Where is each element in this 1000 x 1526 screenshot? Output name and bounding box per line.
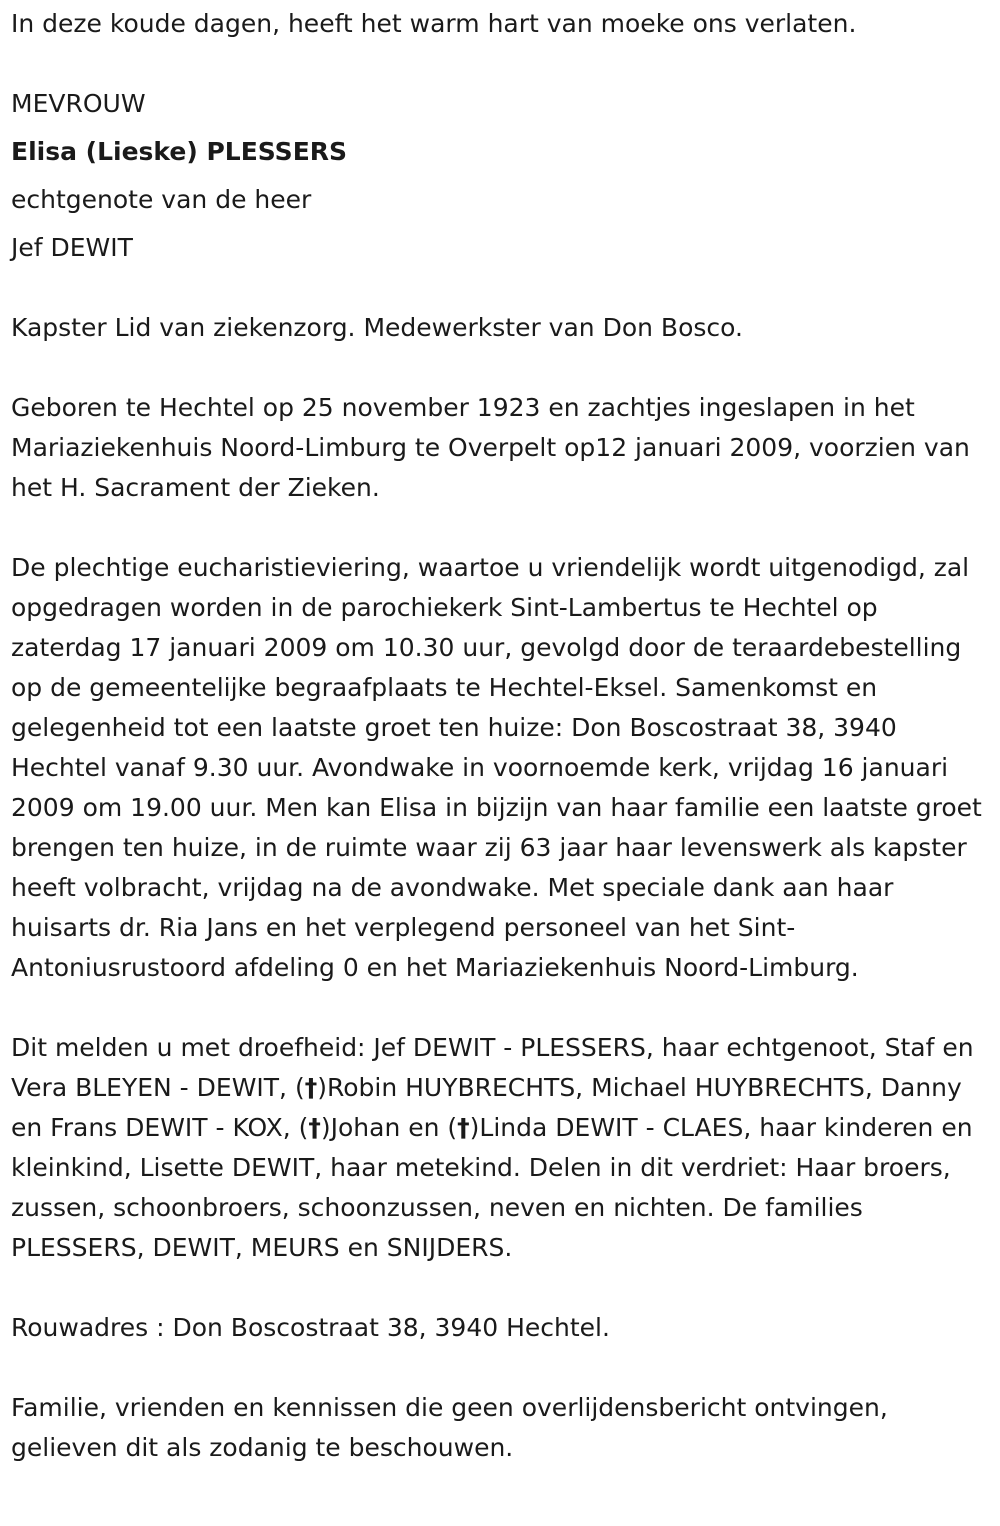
closing-paragraph: Familie, vrienden en kennissen die geen overlijdensbericht ontvingen, gelieven dit als zodanig te beschouwen. [11,1393,888,1462]
family-text-2: )Robin HUYBRECHTS, Michael HUYBRECHTS, Danny en Frans DEWIT - KOX, ( [11,1073,962,1142]
birth-death-paragraph: Geboren te Hechtel op 25 november 1923 en zachtjes ingeslapen in het Mariaziekenhuis Noord-Limburg te Overpelt op12 januari 2009, voorzien van het H. Sacrament der Zieken. [11,393,970,502]
cross-icon: † [457,1113,470,1142]
title-mevrouw: MEVROUW [11,89,146,118]
family-text-1: Dit melden u met droefheid: Jef DEWIT - PLESSERS, haar echtgenoot, Staf en Vera BLEYEN - DEWIT, ( [11,1033,974,1102]
family-text-4: )Linda DEWIT - CLAES, haar kinderen en kleinkind, Lisette DEWIT, haar metekind. Delen in dit verdriet: Haar broers, zussen, schoonbroers, schoonzussen, neven en nichten. De families PLESSERS, DEWIT, MEURS en SNIJDERS. [11,1113,973,1262]
death-notice [11,4,993,1468]
cross-icon: † [304,1073,318,1102]
cross-icon: † [308,1113,321,1142]
mourning-address: Rouwadres : Don Boscostraat 38, 3940 Hechtel. [11,1313,610,1342]
occupation-line: Kapster Lid van ziekenzorg. Medewerkster van Don Bosco. [11,313,743,342]
spouse-name: Jef DEWIT [11,233,133,262]
intro-line: In deze koude dagen, heeft het warm hart van moeke ons verlaten. [11,9,857,38]
deceased-name: Elisa (Lieske) PLESSERS [11,137,348,166]
family-text-3: )Johan en ( [320,1113,458,1142]
spouse-relation: echtgenote van de heer [11,185,312,214]
ceremony-paragraph: De plechtige eucharistieviering, waartoe u vriendelijk wordt uitgenodigd, zal opgedragen worden in de parochiekerk Sint-Lambertus te Hechtel op zaterdag 17 januari 2009 om 10.30 uur, gevolgd door de teraardebestelling op de gemeentelijke begraafplaats te Hechtel-Eksel. Samenkomst en gelegenheid tot een laatste groet ten huize: Don Boscostraat 38, 3940 Hechtel vanaf 9.30 uur. Avondwake in voornoemde kerk, vrijdag 16 januari 2009 om 19.00 uur. Men kan Elisa in bijzijn van haar familie een laatste groet brengen ten huize, in de ruimte waar zij 63 jaar haar levenswerk als kapster heeft volbracht, vrijdag na de avondwake. Met speciale dank aan haar huisarts dr. Ria Jans en het verplegend personeel van het Sint-Antoniusrustoord afdeling 0 en het Mariaziekenhuis Noord-Limburg. [11,553,982,982]
family-paragraph [11,1028,993,1268]
